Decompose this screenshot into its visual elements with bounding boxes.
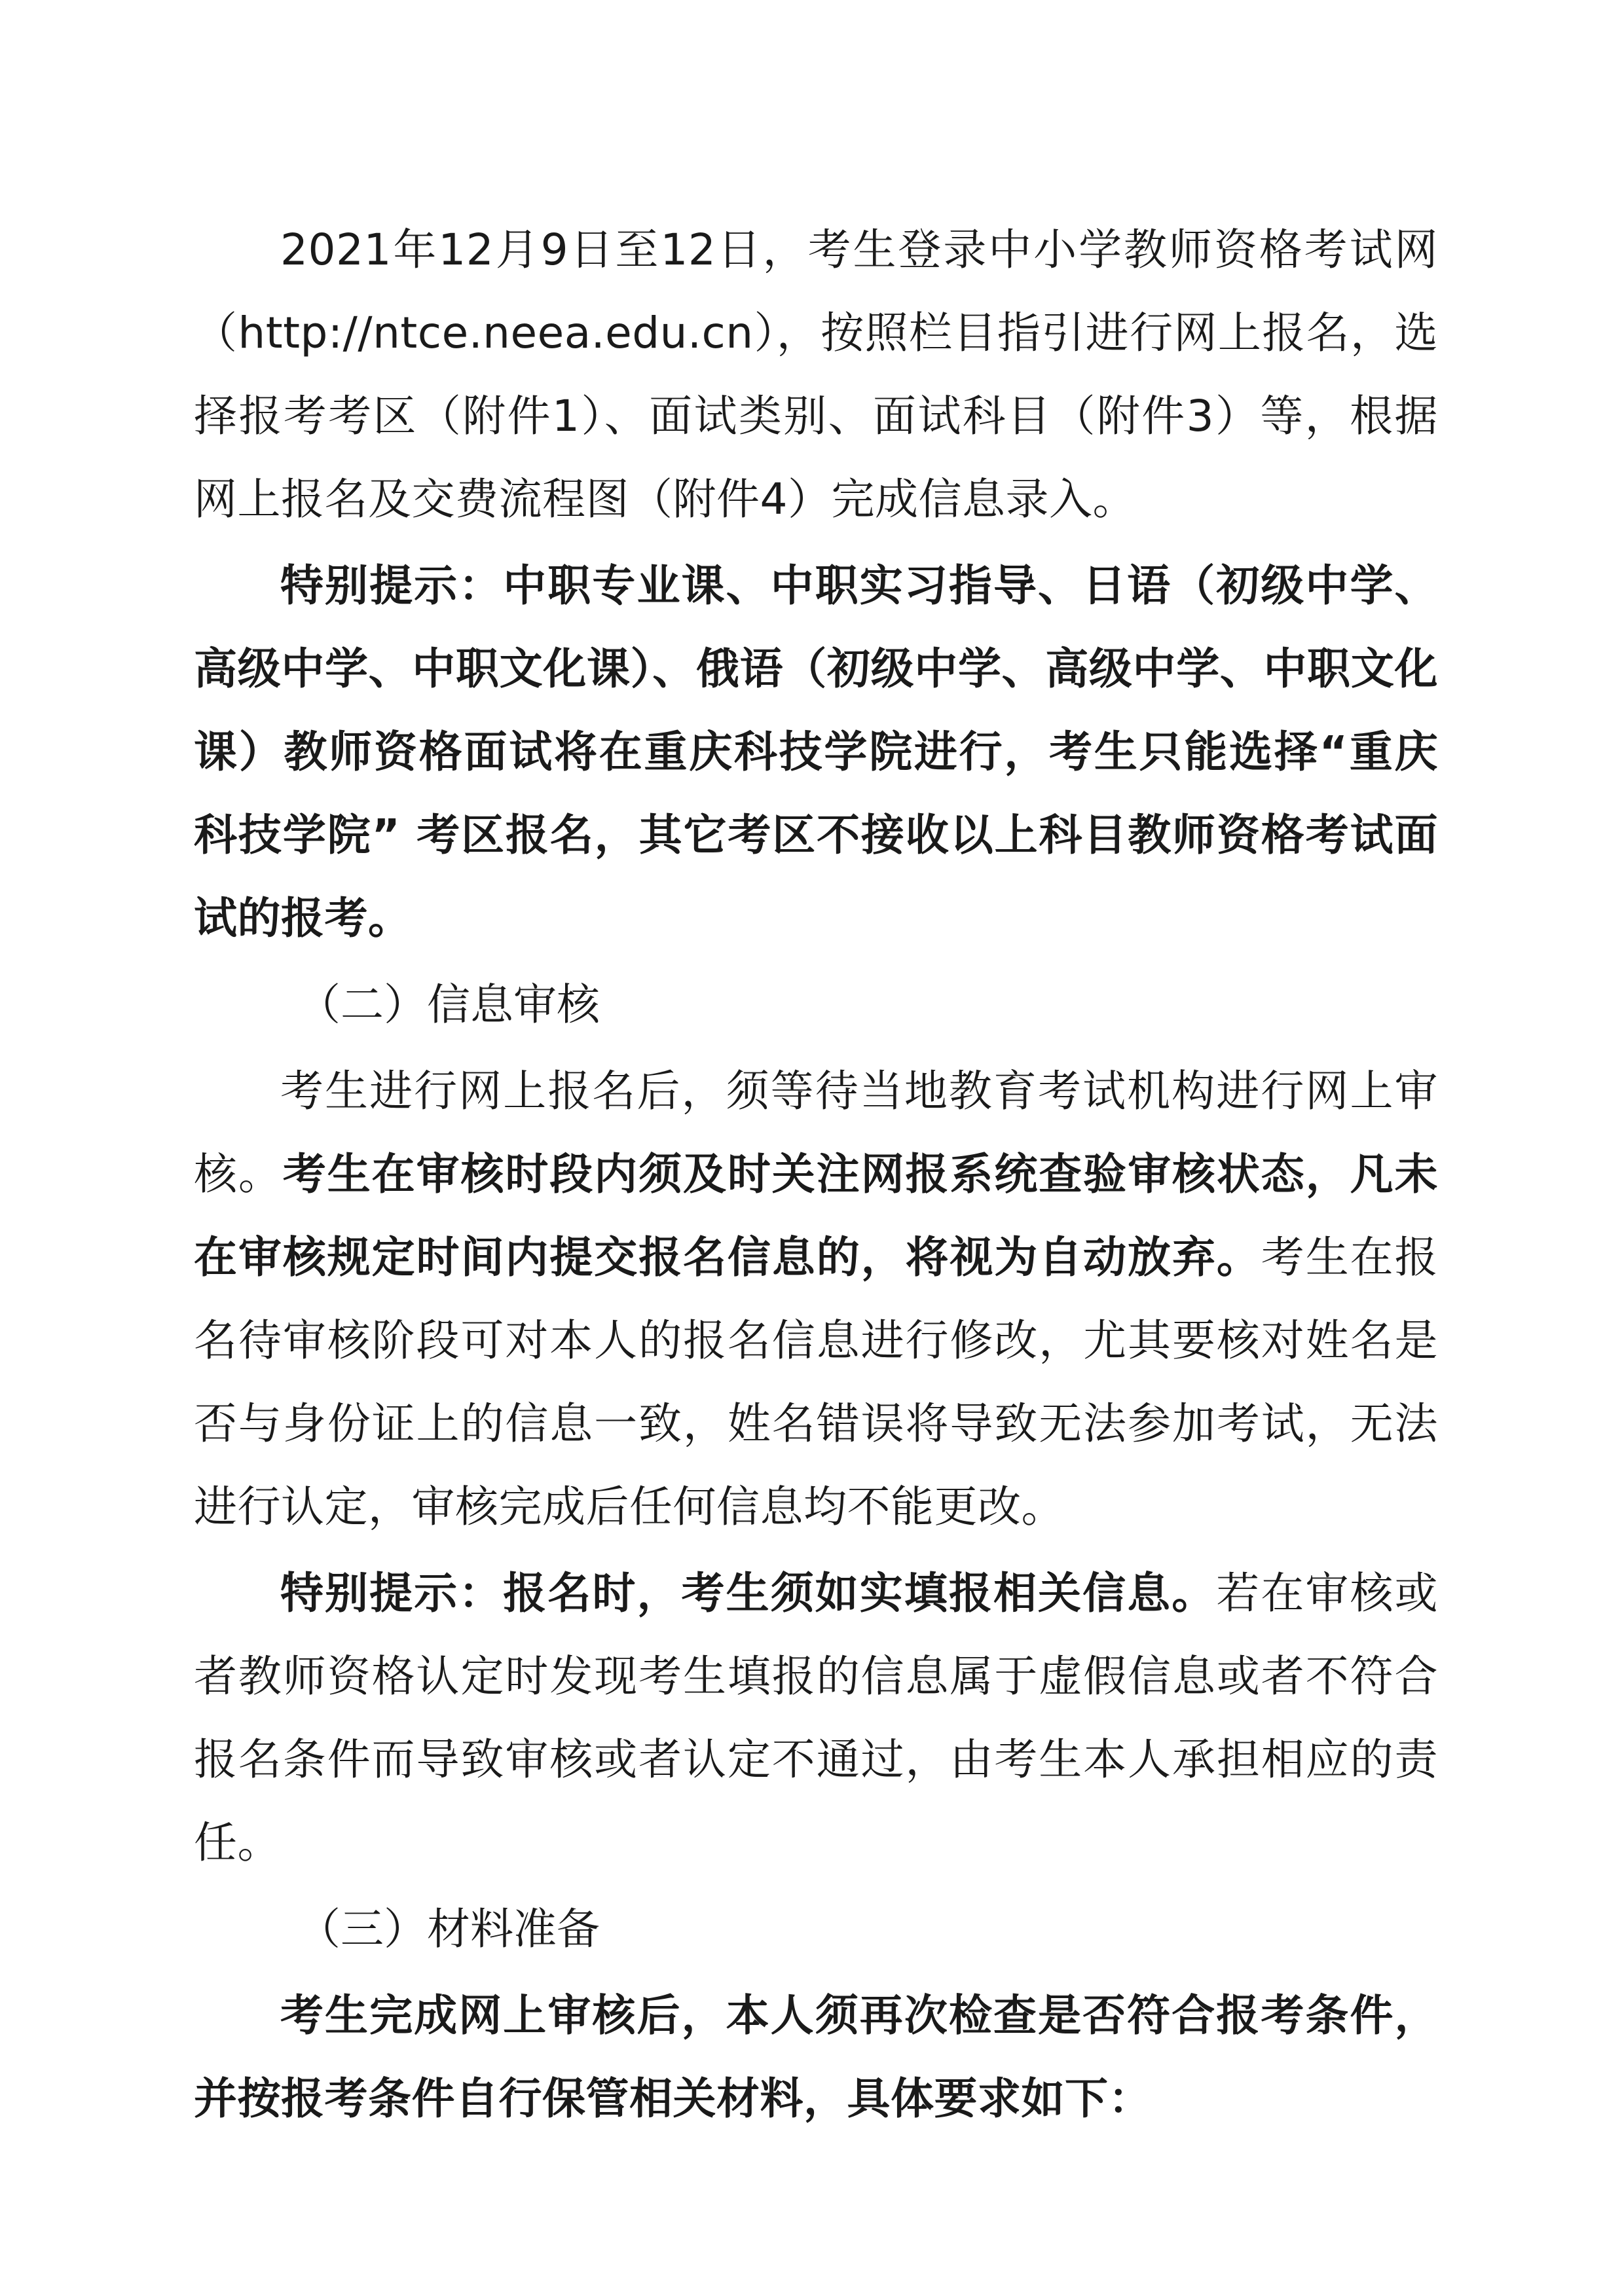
registration-text: 2021年12月9日至12日，考生登录中小学教师资格考试网（http://ntce.neea.edu.cn），按照栏目指引进行网上报名，选择报考考区（附件1）、面试类别、面试科目（附件3）等，根据网上报名及交费流程图（附件4）完成信息录入。: [194, 225, 1438, 524]
special-notice-2-bold: 特别提示：报名时，考生须如实填报相关信息。: [280, 1568, 1217, 1618]
info-review-text-2: 考生在报名待审核阶段可对本人的报名信息进行修改，尤其要核对姓名是否与身份证上的信息一致，姓名错误将导致无法参加考试，无法进行认定，审核完成后任何信息均不能更改。: [194, 1232, 1439, 1532]
section-heading-materials: （三）材料准备: [297, 1904, 600, 1954]
paragraph-materials: [194, 1974, 1438, 2140]
paragraph-special-notice-1: [194, 544, 1438, 960]
special-notice-1-bold: 特别提示：中职专业课、中职实习指导、日语（初级中学、高级中学、中职文化课）、俄语（初级中学、高级中学、中职文化课）教师资格面试将在重庆科技学院进行，考生只能选择“重庆科技学院” 考区报名，其它考区不接收以上科目教师资格考试面试的报考。: [194, 560, 1438, 943]
info-review-text-1: 考生进行网上报名后，须等待当地教育考试机构进行网上审核。: [194, 1066, 1438, 1199]
document-page: [194, 208, 1438, 2143]
special-notice-2-text: 若在审核或者教师资格认定时发现考生填报的信息属于虚假信息或者不符合报名条件而导致审核或者认定不通过，由考生本人承担相应的责任。: [194, 1568, 1439, 1868]
section-heading-info-review: （二）信息审核: [297, 979, 600, 1030]
paragraph-registration: [194, 208, 1438, 541]
paragraph-info-review: [194, 1049, 1438, 1548]
info-review-bold: 考生在审核时段内须及时关注网报系统查验审核状态，凡未在审核规定时间内提交报名信息的，将视为自动放弃。: [194, 1149, 1439, 1283]
materials-bold: 考生完成网上审核后，本人须再次检查是否符合报考条件，并按报考条件自行保管相关材料，具体要求如下：: [194, 1990, 1438, 2124]
paragraph-special-notice-2: [194, 1552, 1438, 1884]
